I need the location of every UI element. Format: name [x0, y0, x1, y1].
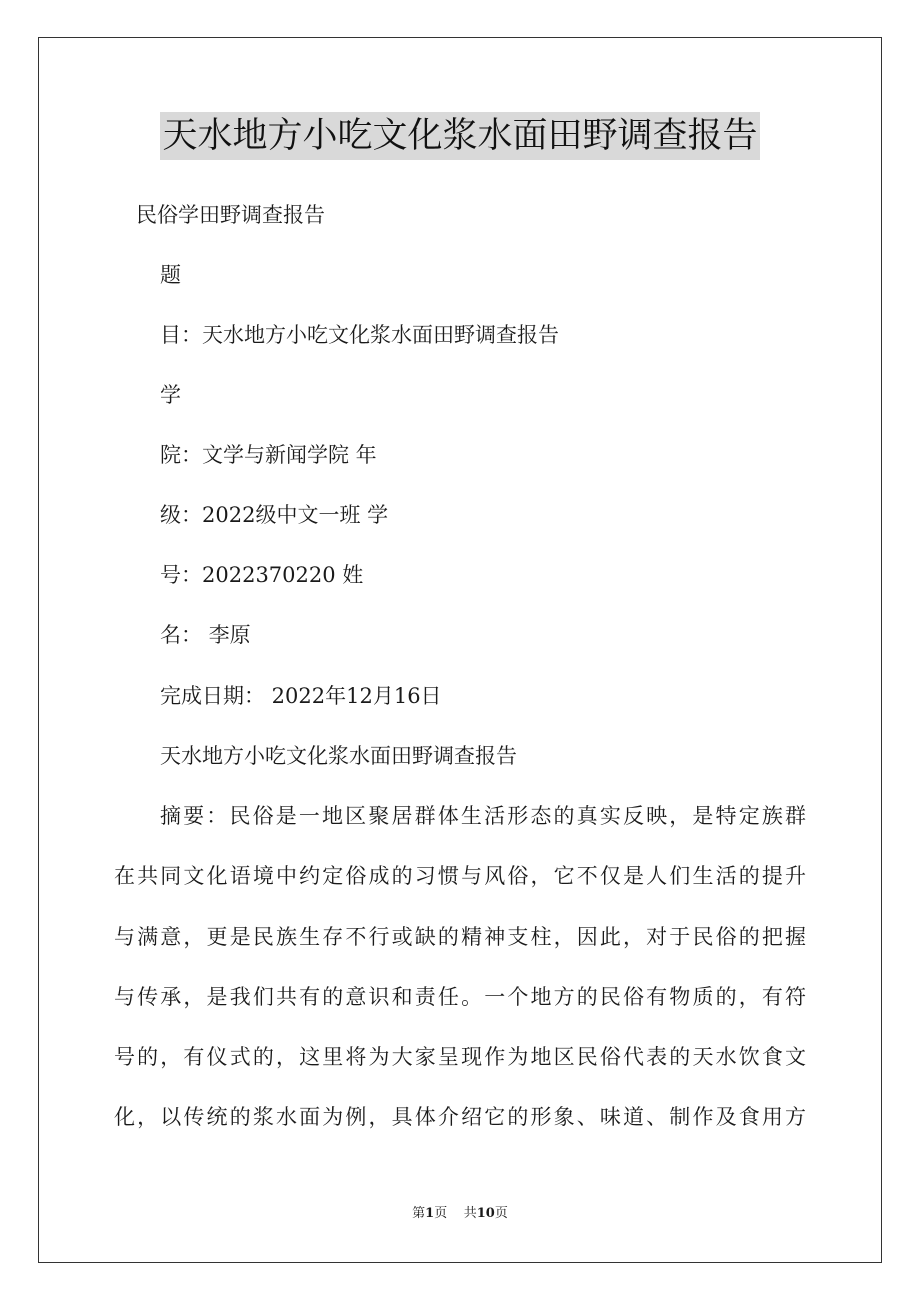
- name-line: 名： 李原: [160, 623, 251, 647]
- total-prefix: 共: [463, 1206, 477, 1221]
- title-container: [0, 112, 920, 160]
- total-suffix: 页: [494, 1206, 508, 1221]
- college-value-line: 院：文学与新闻学院 年: [160, 443, 377, 467]
- page-suffix: 页: [434, 1206, 448, 1221]
- abstract-line: 与传承，是我们共有的意识和责任。一个地方的民俗有物质的，有符: [114, 985, 806, 1009]
- report-subtitle-line: 天水地方小吃文化浆水面田野调查报告: [160, 744, 517, 768]
- topic-value-line: 目：天水地方小吃文化浆水面田野调查报告: [160, 323, 559, 347]
- report-type-line: 民俗学田野调查报告: [136, 203, 325, 227]
- abstract-line: 摘要：民俗是一地区聚居群体生活形态的真实反映，是特定族群: [160, 804, 806, 828]
- grade-line: 级：2022级中文一班 学: [160, 503, 389, 527]
- completion-date-line: 完成日期： 2022年12月16日: [160, 684, 442, 708]
- document-title: 天水地方小吃文化浆水面田野调查报告: [160, 112, 759, 160]
- page-prefix: 第: [412, 1206, 426, 1221]
- abstract-line: 化，以传统的浆水面为例，具体介绍它的形象、味道、制作及食用方: [114, 1105, 806, 1129]
- college-label-line: 学: [160, 383, 181, 407]
- total-pages: 10: [476, 1206, 495, 1221]
- student-id-line: 号：2022370220 姓: [160, 563, 364, 587]
- abstract-line: 在共同文化语境中约定俗成的习惯与风俗，它不仅是人们生活的提升: [114, 864, 806, 888]
- abstract-line: 号的，有仪式的，这里将为大家呈现作为地区民俗代表的天水饮食文: [114, 1045, 806, 1069]
- page-number: 1: [425, 1206, 435, 1221]
- topic-label-line: 题: [160, 263, 181, 287]
- abstract-line: 与满意，更是民族生存不行或缺的精神支柱，因此，对于民俗的把握: [114, 925, 806, 949]
- page-footer: [0, 1205, 920, 1223]
